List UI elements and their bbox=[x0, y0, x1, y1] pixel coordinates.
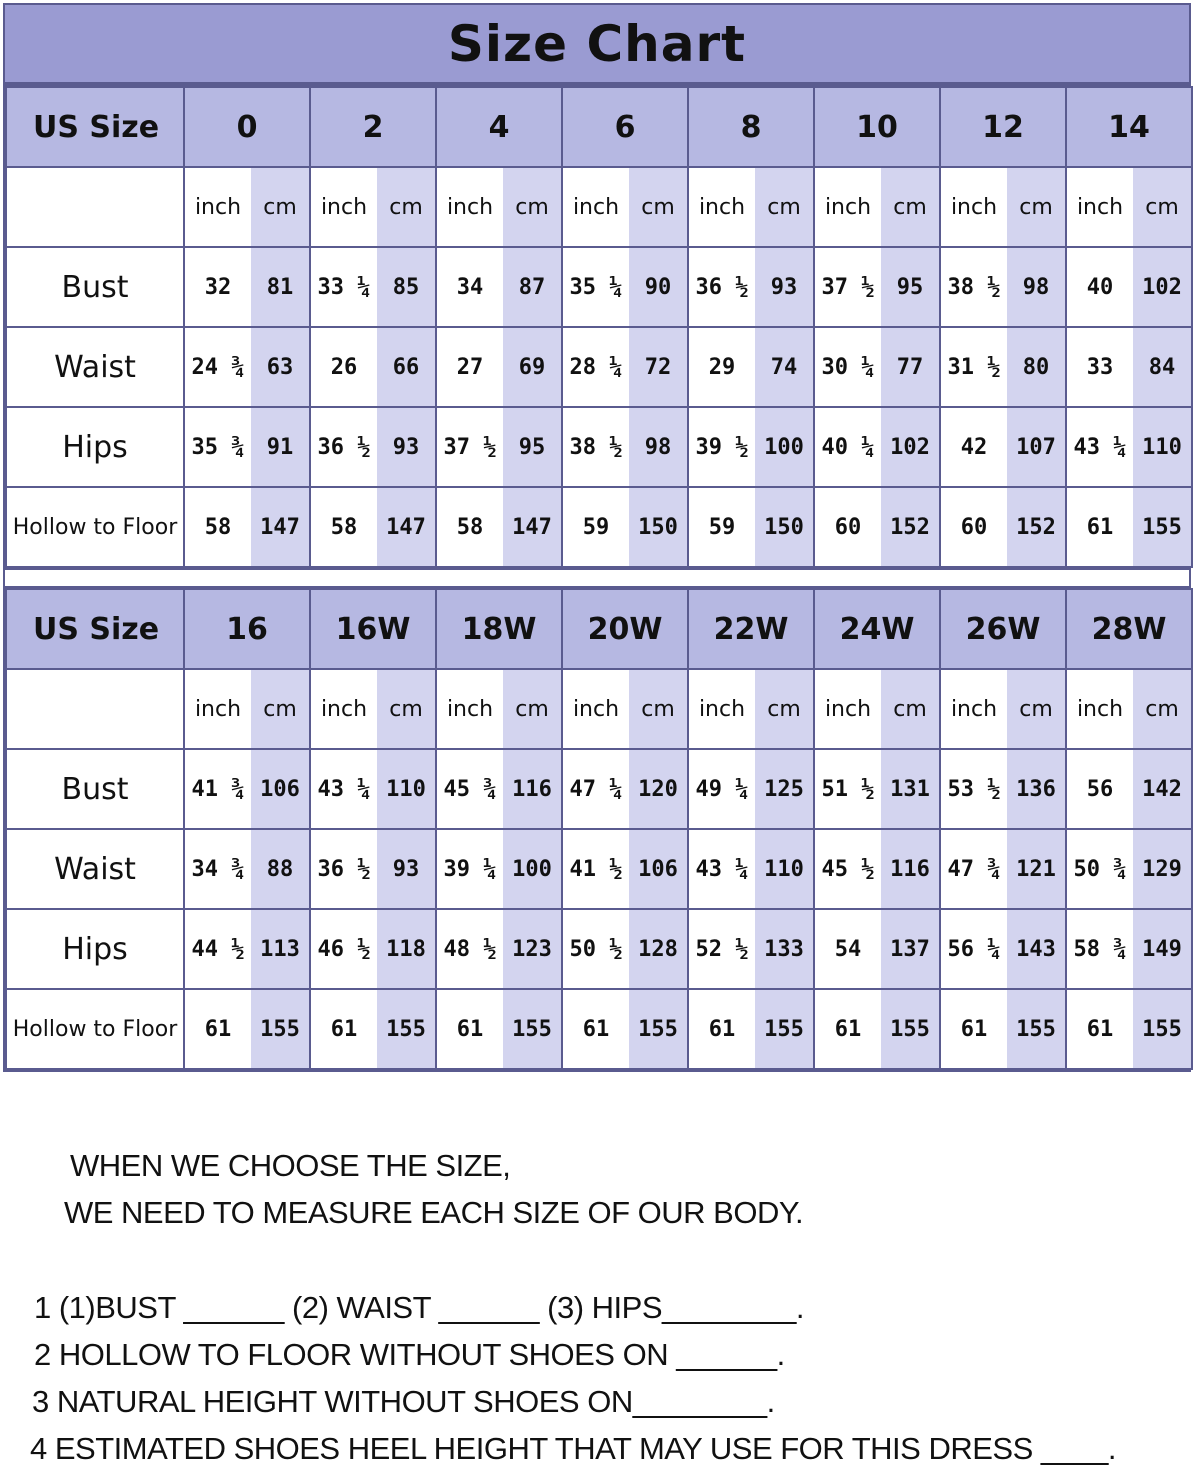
hollow-inch-value: 58 bbox=[436, 487, 503, 567]
hips-inch-value: 46 ½ bbox=[310, 909, 377, 989]
measurement-row-waist bbox=[6, 327, 1192, 407]
measurement-row-hollow bbox=[6, 487, 1192, 567]
waist-cm-value: 129 bbox=[1133, 829, 1192, 909]
size-header-cell: 26W bbox=[940, 589, 1066, 669]
hollow-cm-value: 155 bbox=[629, 989, 688, 1069]
size-header-cell: 22W bbox=[688, 589, 814, 669]
instruction-item-2: 2 HOLLOW TO FLOOR WITHOUT SHOES ON ______. bbox=[34, 1337, 785, 1372]
measurement-row-hips bbox=[6, 407, 1192, 487]
unit-inch-label: inch bbox=[814, 167, 881, 247]
hips-inch-value: 54 bbox=[814, 909, 881, 989]
hollow-inch-value: 61 bbox=[1066, 989, 1133, 1069]
hips-cm-value: 95 bbox=[503, 407, 562, 487]
unit-inch-label: inch bbox=[814, 669, 881, 749]
bust-inch-value: 35 ¼ bbox=[562, 247, 629, 327]
bust-inch-value: 40 bbox=[1066, 247, 1133, 327]
waist-inch-value: 26 bbox=[310, 327, 377, 407]
hollow-inch-value: 59 bbox=[688, 487, 755, 567]
hollow-inch-value: 61 bbox=[814, 989, 881, 1069]
instruction-item-4: 4 ESTIMATED SHOES HEEL HEIGHT THAT MAY USE FOR THIS DRESS ____. bbox=[30, 1431, 1116, 1466]
waist-cm-value: 80 bbox=[1007, 327, 1066, 407]
size-header-cell: 28W bbox=[1066, 589, 1192, 669]
hollow-cm-value: 155 bbox=[251, 989, 310, 1069]
hollow-label: Hollow to Floor bbox=[6, 989, 184, 1069]
waist-cm-value: 100 bbox=[503, 829, 562, 909]
waist-cm-value: 106 bbox=[629, 829, 688, 909]
unit-cm-label: cm bbox=[251, 167, 310, 247]
hollow-cm-value: 147 bbox=[503, 487, 562, 567]
measurement-row-hips bbox=[6, 909, 1192, 989]
hips-inch-value: 35 ¾ bbox=[184, 407, 251, 487]
measurement-row-bust bbox=[6, 749, 1192, 829]
hollow-cm-value: 150 bbox=[755, 487, 814, 567]
hollow-inch-value: 58 bbox=[310, 487, 377, 567]
unit-cm-label: cm bbox=[1007, 167, 1066, 247]
waist-inch-value: 29 bbox=[688, 327, 755, 407]
bust-cm-value: 95 bbox=[881, 247, 940, 327]
waist-cm-value: 77 bbox=[881, 327, 940, 407]
size-header-cell: 0 bbox=[184, 87, 310, 167]
bust-inch-value: 34 bbox=[436, 247, 503, 327]
hips-label: Hips bbox=[6, 407, 184, 487]
waist-inch-value: 33 bbox=[1066, 327, 1133, 407]
waist-inch-value: 41 ½ bbox=[562, 829, 629, 909]
unit-cm-label: cm bbox=[377, 167, 436, 247]
bust-inch-value: 49 ¼ bbox=[688, 749, 755, 829]
hollow-inch-value: 61 bbox=[688, 989, 755, 1069]
hollow-inch-value: 60 bbox=[940, 487, 1007, 567]
hips-label: Hips bbox=[6, 909, 184, 989]
hips-cm-value: 113 bbox=[251, 909, 310, 989]
measurement-row-hollow bbox=[6, 989, 1192, 1069]
size-header-cell: 24W bbox=[814, 589, 940, 669]
hips-cm-value: 102 bbox=[881, 407, 940, 487]
waist-inch-value: 30 ¼ bbox=[814, 327, 881, 407]
bust-cm-value: 116 bbox=[503, 749, 562, 829]
instructions-intro-line-2: WE NEED TO MEASURE EACH SIZE OF OUR BODY. bbox=[64, 1195, 804, 1230]
hollow-cm-value: 155 bbox=[1007, 989, 1066, 1069]
hollow-label: Hollow to Floor bbox=[6, 487, 184, 567]
hips-cm-value: 107 bbox=[1007, 407, 1066, 487]
hips-cm-value: 91 bbox=[251, 407, 310, 487]
hollow-cm-value: 147 bbox=[377, 487, 436, 567]
waist-label: Waist bbox=[6, 829, 184, 909]
size-header-cell: 18W bbox=[436, 589, 562, 669]
instruction-item-3: 3 NATURAL HEIGHT WITHOUT SHOES ON________. bbox=[32, 1384, 775, 1419]
waist-cm-value: 110 bbox=[755, 829, 814, 909]
size-header-cell: 4 bbox=[436, 87, 562, 167]
bust-cm-value: 142 bbox=[1133, 749, 1192, 829]
waist-inch-value: 24 ¾ bbox=[184, 327, 251, 407]
hips-inch-value: 38 ½ bbox=[562, 407, 629, 487]
size-header-row bbox=[6, 589, 1192, 669]
unit-cm-label: cm bbox=[1133, 167, 1192, 247]
size-header-cell: 8 bbox=[688, 87, 814, 167]
table-separator bbox=[3, 570, 1191, 586]
hips-inch-value: 42 bbox=[940, 407, 1007, 487]
bust-cm-value: 87 bbox=[503, 247, 562, 327]
bust-label: Bust bbox=[6, 247, 184, 327]
waist-cm-value: 84 bbox=[1133, 327, 1192, 407]
bust-cm-value: 125 bbox=[755, 749, 814, 829]
hips-cm-value: 133 bbox=[755, 909, 814, 989]
unit-inch-label: inch bbox=[436, 669, 503, 749]
unit-inch-label: inch bbox=[562, 167, 629, 247]
size-chart-title-bar bbox=[3, 3, 1191, 84]
bust-inch-value: 33 ¼ bbox=[310, 247, 377, 327]
waist-cm-value: 121 bbox=[1007, 829, 1066, 909]
bust-cm-value: 90 bbox=[629, 247, 688, 327]
hollow-cm-value: 155 bbox=[755, 989, 814, 1069]
hips-inch-value: 50 ½ bbox=[562, 909, 629, 989]
page-title: Size Chart bbox=[447, 14, 747, 73]
unit-cm-label: cm bbox=[1133, 669, 1192, 749]
hollow-cm-value: 152 bbox=[1007, 487, 1066, 567]
unit-cm-label: cm bbox=[755, 167, 814, 247]
bust-cm-value: 136 bbox=[1007, 749, 1066, 829]
waist-cm-value: 66 bbox=[377, 327, 436, 407]
instruction-item-1: 1 (1)BUST ______ (2) WAIST ______ (3) HIPS________. bbox=[34, 1290, 805, 1325]
hollow-cm-value: 147 bbox=[251, 487, 310, 567]
hollow-inch-value: 61 bbox=[436, 989, 503, 1069]
size-header-cell: 14 bbox=[1066, 87, 1192, 167]
unit-cm-label: cm bbox=[629, 167, 688, 247]
hollow-inch-value: 61 bbox=[1066, 487, 1133, 567]
bust-inch-value: 56 bbox=[1066, 749, 1133, 829]
waist-inch-value: 39 ¼ bbox=[436, 829, 503, 909]
bust-inch-value: 38 ½ bbox=[940, 247, 1007, 327]
hips-cm-value: 137 bbox=[881, 909, 940, 989]
unit-inch-label: inch bbox=[310, 669, 377, 749]
hips-cm-value: 143 bbox=[1007, 909, 1066, 989]
unit-inch-label: inch bbox=[184, 167, 251, 247]
hips-cm-value: 100 bbox=[755, 407, 814, 487]
waist-cm-value: 72 bbox=[629, 327, 688, 407]
hips-cm-value: 98 bbox=[629, 407, 688, 487]
waist-inch-value: 47 ¾ bbox=[940, 829, 1007, 909]
waist-cm-value: 116 bbox=[881, 829, 940, 909]
hips-cm-value: 110 bbox=[1133, 407, 1192, 487]
size-header-cell: 16W bbox=[310, 589, 436, 669]
waist-inch-value: 50 ¾ bbox=[1066, 829, 1133, 909]
unit-inch-label: inch bbox=[1066, 167, 1133, 247]
hips-inch-value: 58 ¾ bbox=[1066, 909, 1133, 989]
unit-cm-label: cm bbox=[251, 669, 310, 749]
hollow-cm-value: 155 bbox=[1133, 989, 1192, 1069]
bust-inch-value: 45 ¾ bbox=[436, 749, 503, 829]
unit-inch-label: inch bbox=[940, 669, 1007, 749]
size-header-cell: 6 bbox=[562, 87, 688, 167]
hips-cm-value: 93 bbox=[377, 407, 436, 487]
waist-inch-value: 36 ½ bbox=[310, 829, 377, 909]
waist-inch-value: 28 ¼ bbox=[562, 327, 629, 407]
unit-inch-label: inch bbox=[310, 167, 377, 247]
unit-cm-label: cm bbox=[881, 167, 940, 247]
measurement-row-bust bbox=[6, 247, 1192, 327]
waist-inch-value: 34 ¾ bbox=[184, 829, 251, 909]
size-header-cell: 12 bbox=[940, 87, 1066, 167]
bust-inch-value: 43 ¼ bbox=[310, 749, 377, 829]
size-header-cell: 10 bbox=[814, 87, 940, 167]
unit-inch-label: inch bbox=[940, 167, 1007, 247]
waist-label: Waist bbox=[6, 327, 184, 407]
hips-inch-value: 56 ¼ bbox=[940, 909, 1007, 989]
size-grid bbox=[5, 86, 1193, 568]
hollow-inch-value: 60 bbox=[814, 487, 881, 567]
unit-row bbox=[6, 669, 1192, 749]
size-chart bbox=[3, 3, 1191, 1072]
bust-cm-value: 102 bbox=[1133, 247, 1192, 327]
size-header-cell: 20W bbox=[562, 589, 688, 669]
size-header-cell: 2 bbox=[310, 87, 436, 167]
unit-cm-label: cm bbox=[629, 669, 688, 749]
hips-inch-value: 48 ½ bbox=[436, 909, 503, 989]
bust-inch-value: 47 ¼ bbox=[562, 749, 629, 829]
size-grid bbox=[5, 588, 1193, 1070]
us-size-label: US Size bbox=[6, 589, 184, 669]
hollow-inch-value: 61 bbox=[184, 989, 251, 1069]
waist-inch-value: 43 ¼ bbox=[688, 829, 755, 909]
hollow-cm-value: 155 bbox=[1133, 487, 1192, 567]
hollow-inch-value: 61 bbox=[940, 989, 1007, 1069]
waist-cm-value: 74 bbox=[755, 327, 814, 407]
unit-inch-label: inch bbox=[688, 669, 755, 749]
unit-row-blank bbox=[6, 669, 184, 749]
hips-inch-value: 36 ½ bbox=[310, 407, 377, 487]
instructions-intro-line-1: WHEN WE CHOOSE THE SIZE, bbox=[70, 1148, 511, 1183]
hips-cm-value: 149 bbox=[1133, 909, 1192, 989]
bust-cm-value: 98 bbox=[1007, 247, 1066, 327]
hips-inch-value: 37 ½ bbox=[436, 407, 503, 487]
waist-cm-value: 88 bbox=[251, 829, 310, 909]
bust-cm-value: 131 bbox=[881, 749, 940, 829]
hollow-cm-value: 155 bbox=[377, 989, 436, 1069]
bust-inch-value: 41 ¾ bbox=[184, 749, 251, 829]
unit-cm-label: cm bbox=[503, 167, 562, 247]
hollow-cm-value: 155 bbox=[881, 989, 940, 1069]
bust-cm-value: 93 bbox=[755, 247, 814, 327]
hips-cm-value: 123 bbox=[503, 909, 562, 989]
waist-cm-value: 63 bbox=[251, 327, 310, 407]
bust-inch-value: 36 ½ bbox=[688, 247, 755, 327]
bust-inch-value: 37 ½ bbox=[814, 247, 881, 327]
hips-inch-value: 40 ¼ bbox=[814, 407, 881, 487]
bust-cm-value: 81 bbox=[251, 247, 310, 327]
waist-inch-value: 27 bbox=[436, 327, 503, 407]
unit-inch-label: inch bbox=[436, 167, 503, 247]
unit-cm-label: cm bbox=[755, 669, 814, 749]
bust-inch-value: 51 ½ bbox=[814, 749, 881, 829]
bust-cm-value: 110 bbox=[377, 749, 436, 829]
measurement-row-waist bbox=[6, 829, 1192, 909]
waist-cm-value: 69 bbox=[503, 327, 562, 407]
hips-cm-value: 128 bbox=[629, 909, 688, 989]
hips-inch-value: 52 ½ bbox=[688, 909, 755, 989]
hollow-inch-value: 61 bbox=[562, 989, 629, 1069]
hollow-cm-value: 150 bbox=[629, 487, 688, 567]
unit-cm-label: cm bbox=[377, 669, 436, 749]
bust-inch-value: 53 ½ bbox=[940, 749, 1007, 829]
bust-cm-value: 85 bbox=[377, 247, 436, 327]
hollow-inch-value: 59 bbox=[562, 487, 629, 567]
hips-inch-value: 39 ½ bbox=[688, 407, 755, 487]
unit-inch-label: inch bbox=[688, 167, 755, 247]
us-size-label: US Size bbox=[6, 87, 184, 167]
hips-inch-value: 43 ¼ bbox=[1066, 407, 1133, 487]
bust-cm-value: 106 bbox=[251, 749, 310, 829]
unit-inch-label: inch bbox=[184, 669, 251, 749]
size-header-row bbox=[6, 87, 1192, 167]
unit-cm-label: cm bbox=[881, 669, 940, 749]
bust-cm-value: 120 bbox=[629, 749, 688, 829]
size-header-cell: 16 bbox=[184, 589, 310, 669]
waist-inch-value: 31 ½ bbox=[940, 327, 1007, 407]
hollow-cm-value: 155 bbox=[503, 989, 562, 1069]
unit-inch-label: inch bbox=[562, 669, 629, 749]
unit-inch-label: inch bbox=[1066, 669, 1133, 749]
unit-row bbox=[6, 167, 1192, 247]
hollow-cm-value: 152 bbox=[881, 487, 940, 567]
unit-cm-label: cm bbox=[503, 669, 562, 749]
waist-inch-value: 45 ½ bbox=[814, 829, 881, 909]
hips-inch-value: 44 ½ bbox=[184, 909, 251, 989]
waist-cm-value: 93 bbox=[377, 829, 436, 909]
hollow-inch-value: 61 bbox=[310, 989, 377, 1069]
size-table-plus bbox=[3, 586, 1191, 1072]
size-table-regular bbox=[3, 84, 1191, 570]
bust-inch-value: 32 bbox=[184, 247, 251, 327]
unit-row-blank bbox=[6, 167, 184, 247]
unit-cm-label: cm bbox=[1007, 669, 1066, 749]
bust-label: Bust bbox=[6, 749, 184, 829]
hollow-inch-value: 58 bbox=[184, 487, 251, 567]
hips-cm-value: 118 bbox=[377, 909, 436, 989]
